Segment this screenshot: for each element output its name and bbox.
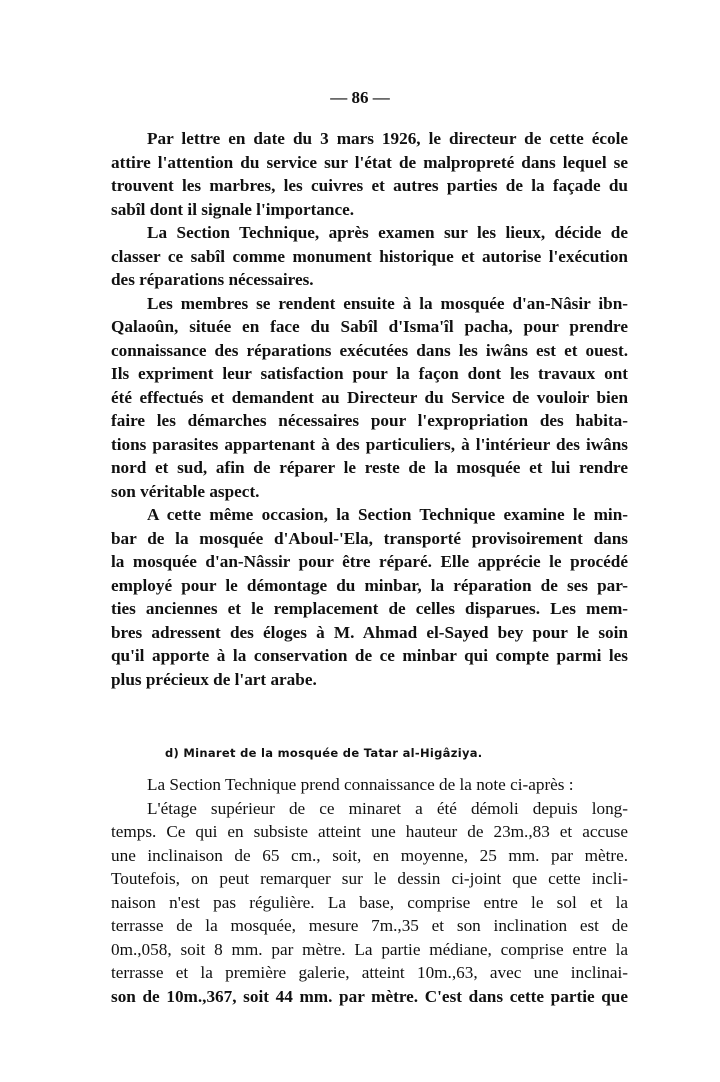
- text-line: faire les démarches nécessaires pour l'expropriation des habita-: [111, 411, 628, 430]
- text-line: Les membres se rendent ensuite à la mosquée d'an-Nâsir ibn-: [147, 293, 628, 313]
- text-line: Qalaoûn, située en face du Sabîl d'Isma'îl pacha, pour prendre: [111, 317, 628, 336]
- text-line: Par lettre en date du 3 mars 1926, le directeur de cette école: [147, 129, 628, 148]
- paragraph: [111, 221, 628, 292]
- text-line: qu'il apporte à la conservation de ce minbar qui compte parmi les: [111, 646, 628, 665]
- body-text-part1: [111, 127, 628, 691]
- text-line: plus précieux de l'art arabe.: [111, 669, 317, 689]
- text-line: bres adressent des éloges à M. Ahmad el-Sayed bey pour le soin: [111, 622, 628, 642]
- page-number: — 86 —: [330, 88, 390, 107]
- text-line: connaissance des réparations exécutées dans les iwâns est et ouest.: [111, 340, 628, 360]
- text-line: La Section Technique, après examen sur les lieux, décide de: [147, 223, 628, 242]
- text-line: La Section Technique prend connaissance de la note ci-après :: [147, 775, 574, 794]
- text-line: son de 10m.,367, soit 44 mm. par mètre. C'est dans cette partie que: [111, 986, 628, 1006]
- text-line: trouvent les marbres, les cuivres et autres parties de la façade du: [111, 176, 628, 195]
- text-line: son véritable aspect.: [111, 481, 260, 501]
- text-line: terrasse et la première galerie, atteint 10m.,63, avec une inclinai-: [111, 963, 628, 982]
- text-line: terrasse de la mosquée, mesure 7m.,35 et son inclination est de: [111, 916, 628, 935]
- text-line: attire l'attention du service sur l'état de malpropreté dans lequel se: [111, 152, 628, 172]
- text-line: une inclinaison de 65 cm., soit, en moyenne, 25 mm. par mètre.: [111, 845, 628, 865]
- paragraph: [111, 773, 628, 797]
- body-text-part2: [111, 773, 628, 1008]
- text-line: temps. Ce qui en subsiste atteint une hauteur de 23m.,83 et accuse: [111, 822, 628, 841]
- text-line: bar de la mosquée d'Aboul-'Ela, transporté provisoirement dans: [111, 528, 628, 548]
- text-line: L'étage supérieur de ce minaret a été démoli depuis long-: [147, 798, 628, 818]
- text-line: des réparations nécessaires.: [111, 270, 314, 289]
- paragraph: [111, 127, 628, 221]
- text-line: Toutefois, on peut remarquer sur le dessin ci-joint que cette incli-: [111, 869, 628, 888]
- text-line: 0m.,058, soit 8 mm. par mètre. La partie médiane, comprise entre la: [111, 939, 628, 959]
- section-heading: d) Minaret de la mosquée de Tatar al-Higâziya.: [165, 746, 483, 760]
- text-line: la mosquée d'an-Nâssir pour être réparé. Elle apprécie le procédé: [111, 552, 628, 571]
- text-line: nord et sud, afin de réparer le reste de la mosquée et lui rendre: [111, 458, 628, 477]
- text-line: sabîl dont il signale l'importance.: [111, 199, 355, 219]
- text-line: ties anciennes et le remplacement de celles disparues. Les mem-: [111, 599, 628, 618]
- paragraph: [111, 503, 628, 691]
- paragraph: [111, 797, 628, 1009]
- text-line: employé pour le démontage du minbar, la réparation de ses par-: [111, 575, 628, 595]
- text-line: tions parasites appartenant à des particuliers, à l'intérieur des iwâns: [111, 434, 628, 454]
- text-line: Ils expriment leur satisfaction pour la façon dont les travaux ont: [111, 364, 628, 383]
- text-line: naison n'est pas régulière. La base, comprise entre le sol et la: [111, 892, 628, 912]
- text-line: été effectués et demandent au Directeur du Service de vouloir bien: [111, 387, 628, 407]
- paragraph: [111, 292, 628, 504]
- text-line: classer ce sabîl comme monument historique et autorise l'exécution: [111, 246, 628, 266]
- text-line: A cette même occasion, la Section Technique examine le min-: [147, 505, 628, 524]
